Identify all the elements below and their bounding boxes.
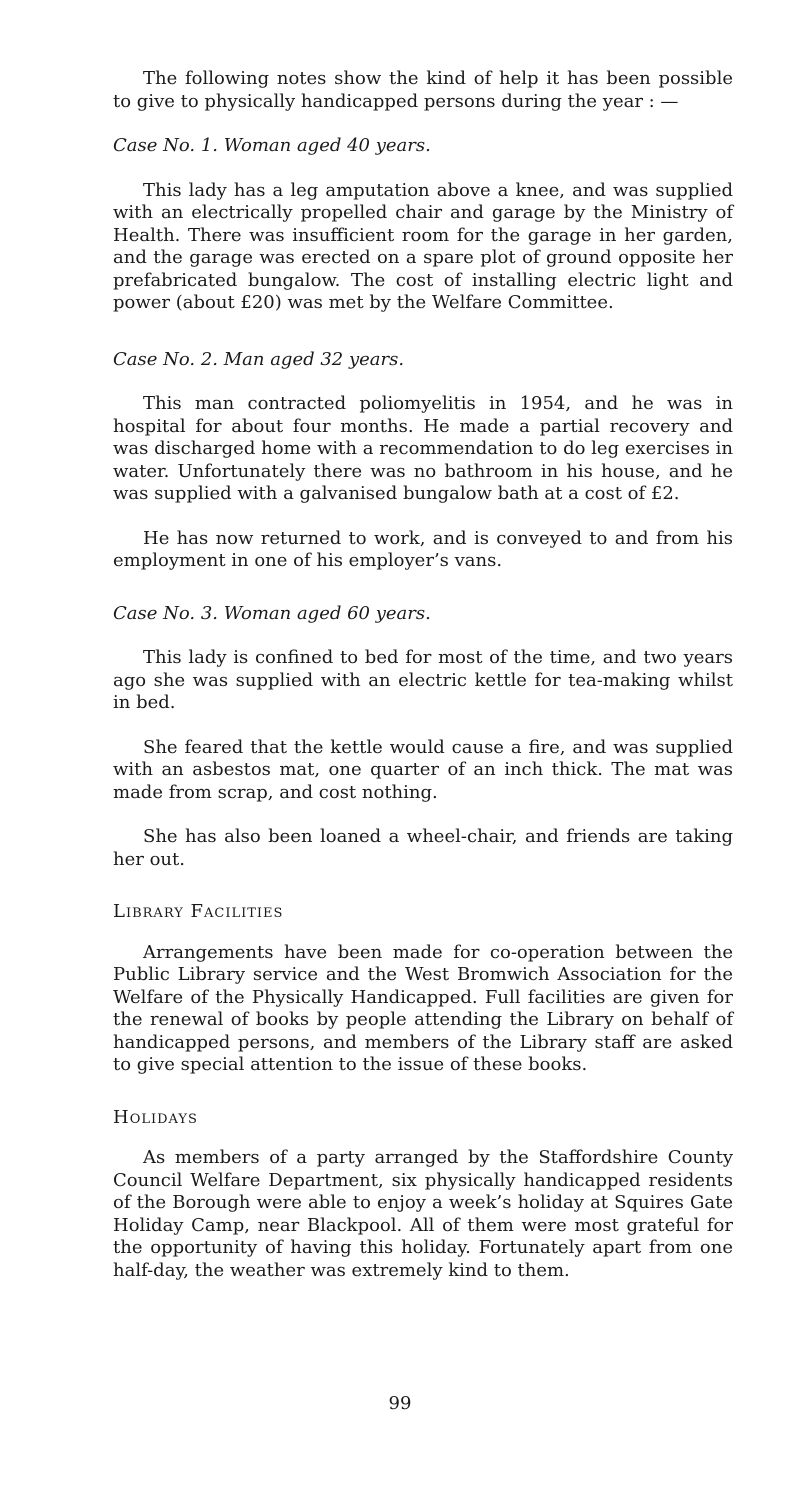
case-1-paragraph-1: This lady has a leg amputation above a knee, and was supplied with an electrically propelled chair and garage by the Ministry of Health. There was insufficient room for the garage in her garden, and the garage was erected on a spare plot of ground opposite her prefabricated bungalow. The cost of installing electric light and power (about £20) was met by the Welfare Committee.	[113, 179, 733, 313]
case-3-heading: Case No. 3. Woman aged 60 years.	[113, 602, 431, 624]
case-2-paragraph-1: This man contracted poliomyelitis in 1954, and he was in hospital for about four months. He made a partial recovery and was discharged home with a recommendation to do leg exercises in water. Unfortunately there was no bathroom in his house, and he was supplied with a galvanised bungalow bath at a cost of £2.	[113, 393, 733, 504]
holidays-body: As members of a party arranged by the Staffordshire County Council Welfare Department, six physically handicapped residents of the Borough were able to enjoy a week’s holiday at Squires Gate Holiday Camp, near Blackpool. All of them were most grateful for the opportunity of having this holiday. Fortunately apart from one half-day, the weather was extremely kind to them.	[113, 1147, 733, 1281]
case-1-heading: Case No. 1. Woman aged 40 years.	[113, 135, 431, 156]
page-number: 99	[388, 1393, 412, 1414]
case-3-paragraph-1: This lady is confined to bed for most of the time, and two years ago she was supplied with an electric kettle for tea-making whilst in bed.	[113, 647, 733, 713]
holidays-heading: Holidays	[113, 1106, 198, 1128]
library-facilities-heading: Library Facilities	[113, 901, 284, 922]
document-page	[113, 68, 733, 1282]
library-facilities-body: Arrangements have been made for co-operation between the Public Library service and the West Bromwich Association for the Welfare of the Physically Handicapped. Full facilities are given for the renewal of books by people attending the Library on behalf of handicapped persons, and members of the Library staff are asked to give special attention to the issue of these books.	[113, 941, 733, 1075]
case-2-paragraph-2: He has now returned to work, and is conveyed to and from his employment in one of his employer’s vans.	[113, 527, 733, 571]
case-3-paragraph-2: She feared that the kettle would cause a fire, and was supplied with an asbestos mat, one quarter of an inch thick. The mat was made from scrap, and cost nothing.	[113, 736, 733, 803]
case-3-paragraph-3: She has also been loaned a wheel-chair, and friends are taking her out.	[113, 826, 733, 870]
intro-paragraph: The following notes show the kind of help it has been possible to give to physically handicapped persons during the year : —	[113, 68, 733, 112]
case-2-heading: Case No. 2. Man aged 32 years.	[113, 348, 405, 370]
